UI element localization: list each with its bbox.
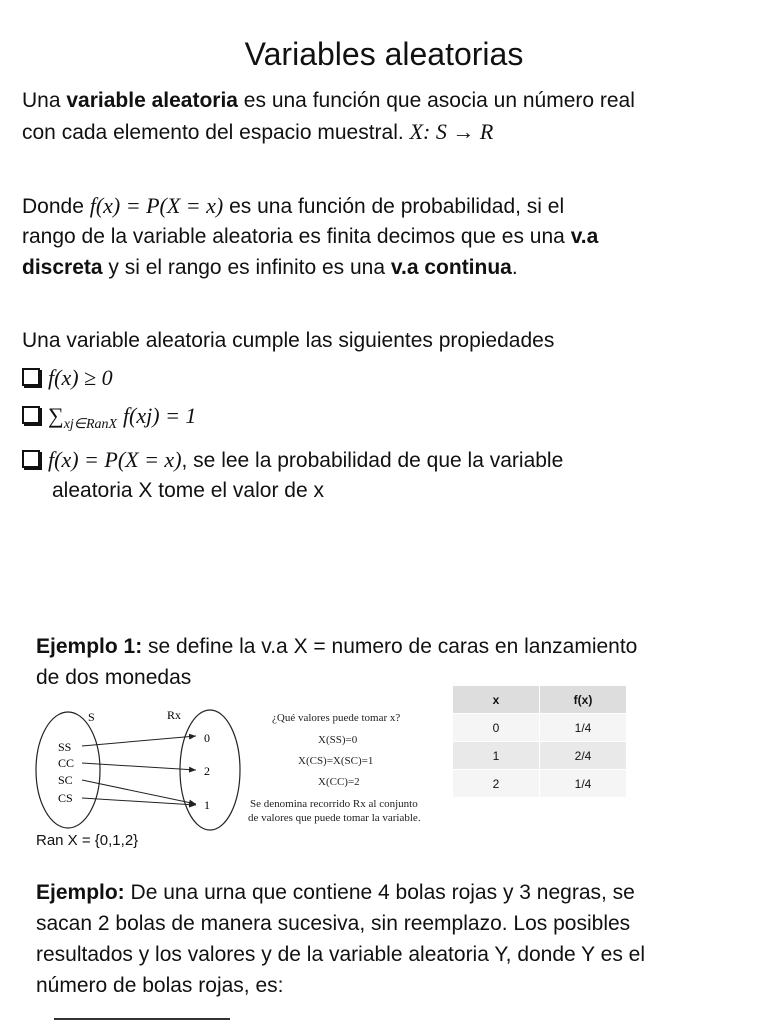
definition-bold: v.a continua (390, 256, 512, 279)
definition-line-1 (22, 190, 564, 222)
s-label: S (88, 710, 95, 724)
summation-subscript: xj∈RanX (63, 417, 118, 433)
definition-text: . (511, 256, 518, 279)
range-value: 1 (204, 798, 210, 812)
definition-line-3 (22, 252, 518, 283)
property-formula: f(x) = P(X = x) (48, 447, 182, 472)
table-header-cell: x (453, 686, 540, 714)
table-cell: 0 (453, 714, 540, 742)
diagram-mapping-line: X(SS)=0 (318, 734, 358, 746)
example2-label: Ejemplo: (36, 881, 125, 904)
diagram-note: Se denomina recorrido Rx al conjunto (250, 798, 418, 810)
intro-bold: variable aleatoria (66, 89, 238, 112)
table-header-cell: f(x) (540, 686, 627, 714)
checkbox-bullet-icon (22, 406, 40, 424)
definition-text: Donde (22, 195, 90, 218)
intro-line-2 (22, 116, 493, 148)
property-2 (22, 400, 196, 440)
definition-bold: v.a (570, 225, 599, 248)
definition-text: es una función de probabilidad, si el (223, 195, 565, 218)
range-value: 2 (204, 764, 210, 778)
probability-table (452, 685, 627, 798)
outcome: SC (58, 773, 73, 787)
property-1 (22, 362, 113, 394)
rx-label: Rx (167, 708, 182, 722)
diagram-question: ¿Qué valores puede tomar x? (272, 712, 401, 724)
range-set: Ran X = {0,1,2} (36, 832, 139, 849)
definition-text: rango de la variable aleatoria es finita decimos que es una (22, 225, 571, 248)
outcome: CS (58, 791, 73, 805)
intro-text: Una (22, 89, 67, 112)
intro-line-1 (22, 85, 635, 116)
table-cell: 1/4 (540, 770, 627, 798)
range-value: 0 (204, 731, 210, 745)
example2-line-3: resultados y los valores y de la variable aleatoria Y, donde Y es el (36, 943, 645, 966)
checkbox-bullet-icon (22, 368, 40, 386)
property-3-continued: aleatoria X tome el valor de x (52, 479, 324, 502)
table-row (453, 714, 627, 742)
definition-bold: discreta (22, 256, 103, 279)
outcome: SS (58, 740, 72, 754)
example1-label: Ejemplo 1: (36, 635, 143, 658)
example2-text: De una urna que contiene 4 bolas rojas y 3 negras, se (124, 881, 635, 904)
checkbox-bullet-icon (22, 450, 40, 468)
intro-text: con cada elemento del espacio muestral. (22, 121, 410, 144)
table-cell: 2/4 (540, 742, 627, 770)
example1-line-2: de dos monedas (36, 666, 192, 689)
table-row (453, 770, 627, 798)
example2-line-2: sacan 2 bolas de manera sucesiva, sin reemplazo. Los posibles (36, 912, 631, 935)
example1-line-1 (36, 631, 637, 662)
table-row (453, 742, 627, 770)
property-formula: f(x) ≥ 0 (48, 365, 113, 390)
intro-text: es una función que asocia un número real (237, 89, 635, 112)
property-formula: f(xj) = 1 (122, 403, 197, 428)
diagram-mapping-line: X(CS)=X(SC)=1 (298, 755, 374, 767)
arrow-cs (82, 798, 196, 805)
example1-text: se define la v.a X = numero de caras en lanzamiento (142, 635, 638, 658)
table-cell: 1/4 (540, 714, 627, 742)
summation-symbol: ∑ (48, 403, 64, 428)
arrow-sc (82, 780, 196, 804)
table-cell: 1 (453, 742, 540, 770)
property-3 (22, 444, 563, 476)
probability-formula: f(x) = P(X = x) (89, 193, 224, 218)
sample-space-ellipse (36, 712, 100, 828)
arrow-cc (82, 763, 196, 770)
definition-text: y si el rango es infinito es una (102, 256, 391, 279)
properties-heading: Una variable aleatoria cumple las siguientes propiedades (22, 329, 555, 352)
mapping-diagram (30, 704, 245, 834)
page-title: Variables aleatorias (244, 36, 524, 72)
table-header-row (453, 686, 627, 714)
definition-line-2 (22, 221, 598, 252)
property-text: , se lee la probabilidad de que la variable (181, 449, 564, 472)
arrow-ss (82, 736, 196, 746)
diagram-mapping-line: X(CC)=2 (318, 776, 360, 788)
diagram-note: de valores que puede tomar la variable. (248, 812, 421, 824)
example2-line-4: número de bolas rojas, es: (36, 974, 284, 997)
outcome: CC (58, 756, 75, 770)
example2-line-1 (36, 877, 635, 908)
table-top-border (54, 1018, 230, 1020)
table-cell: 2 (453, 770, 540, 798)
mapping-formula: X: S → R (409, 119, 494, 144)
